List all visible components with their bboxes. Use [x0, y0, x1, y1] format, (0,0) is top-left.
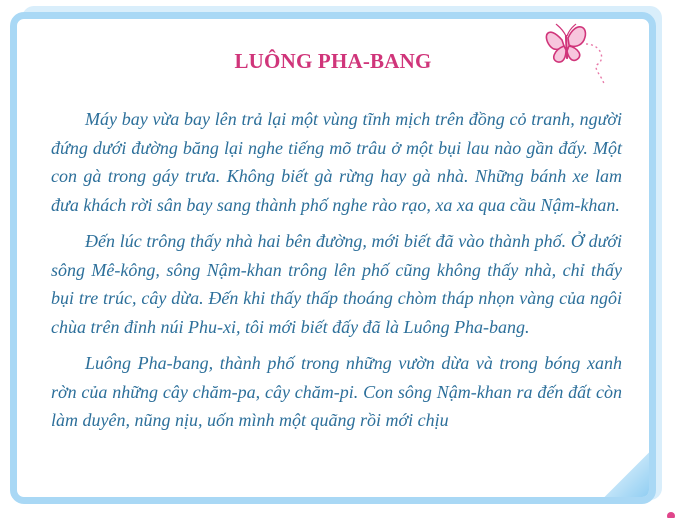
paragraph-3: Luông Pha-bang, thành phố trong những vườn dừa và trong bóng xanh rờn của những cây chăm-pa, cây chăm-pi. Con sông Nậm-khan ra đến đất còn làm duyên, nũng nịu, uốn mình một quãng rồi mới chịu: [51, 353, 622, 430]
paragraph-2: Đến lúc trông thấy nhà hai bên đường, mới biết đã vào thành phố. Ở dưới sông Mê-kông, sông Nậm-khan trông lên phố cũng không thấy nhà, chỉ thấy bụi tre trúc, cây dừa. Đến khi thấy thấp thoáng chòm tháp nhọn vàng của ngôi chùa trên đỉnh núi Phu-xi, tôi mới biết đấy đã là Luông Pha-bang.: [51, 231, 622, 337]
document-body: [51, 105, 622, 443]
butterfly-icon: [540, 18, 612, 88]
document-title: LUÔNG PHA-BANG: [234, 49, 432, 73]
folded-corner: [604, 452, 650, 498]
paragraph-1: Máy bay vừa bay lên trả lại một vùng tĩnh mịch trên đồng cỏ tranh, người đứng dưới đường băng lại nghe tiếng mõ trâu ở một bụi lau nào gần đấy. Một con gà trong gáy trưa. Không biết gà rừng hay gà nhà. Những bánh xe lam đưa khách rời sân bay sang thành phố nghe rào rạo, xa xa qua cầu Nậm-khan.: [51, 109, 622, 215]
pink-flower-icon: [663, 508, 675, 518]
